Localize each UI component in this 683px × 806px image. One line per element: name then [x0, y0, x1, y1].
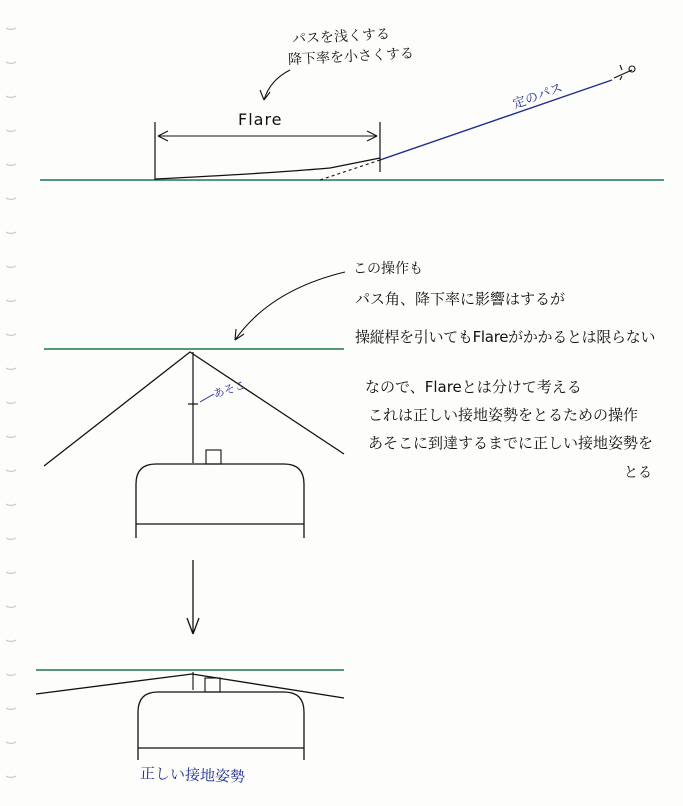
binding-marks: [6, 28, 16, 778]
asoko-label: あそこ: [211, 378, 248, 401]
glide-path-line: [380, 80, 612, 160]
correct-attitude-caption: 正しい接地姿勢: [139, 764, 246, 786]
attitude-wing-lines: [44, 352, 344, 466]
pointer-label: この操作も: [353, 261, 423, 277]
cockpit-outline-bottom: [138, 692, 304, 760]
flare-curve: [155, 158, 380, 179]
explanation-line-4: これは正しい接地姿勢をとるための操作: [368, 406, 639, 424]
pointer-curve-arrow: [235, 272, 345, 340]
asoko-pointer: [200, 394, 214, 402]
explanation-line-5: あそこに到達するまでに正しい接地姿勢を: [368, 434, 654, 452]
extended-path-dashed: [320, 160, 380, 180]
nose-reference-box-bottom: [205, 678, 220, 692]
note-pointer-arrowhead: [260, 90, 270, 100]
glide-path-label: 定のパス: [511, 80, 566, 113]
airplane-icon: [614, 65, 635, 80]
explanation-line-6: とる: [624, 465, 652, 481]
explanation-line-2: 操縦桿を引いてもFlareがかかるとは限らない: [355, 328, 656, 346]
cockpit-outline-top: [136, 464, 304, 538]
flare-label: Flare: [238, 110, 283, 129]
note-shallow-path: パスを浅くする: [291, 26, 391, 48]
note-lower-descent-rate: 降下率を小さくする: [287, 45, 415, 69]
explanation-line-1: パス角、降下率に影響はするが: [355, 290, 566, 308]
explanation-line-3: なので、Flareとは分けて考える: [365, 378, 582, 396]
nose-reference-box: [206, 450, 221, 464]
attitude-wing-lines-bottom: [36, 674, 344, 698]
